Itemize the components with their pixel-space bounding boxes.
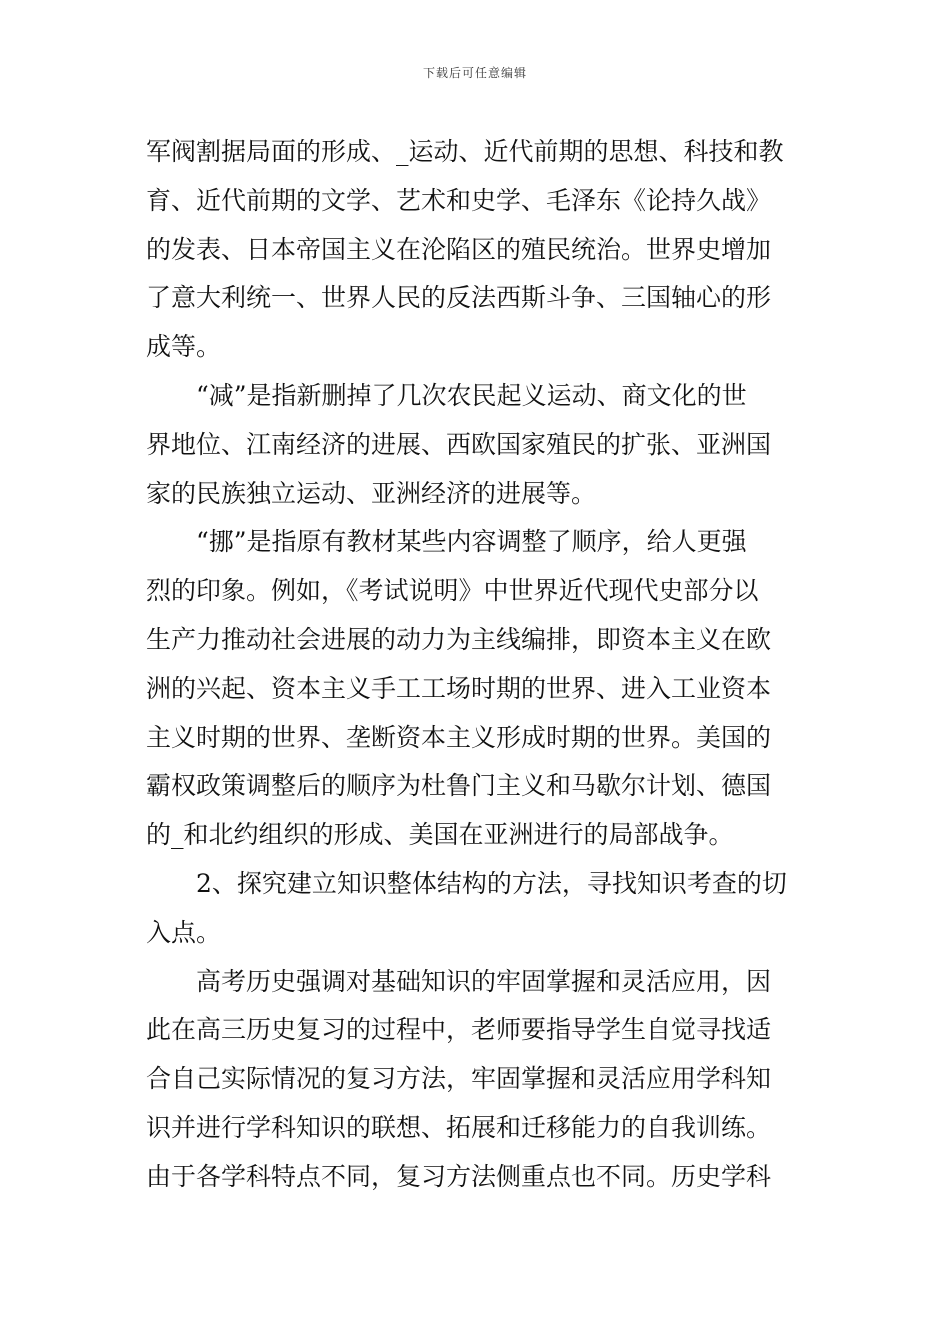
- text-line: 此在高三历史复习的过程中，老师要指导学生自觉寻找适: [146, 1015, 772, 1045]
- text-line: “减”是指新删掉了几次农民起义运动、商文化的世: [196, 380, 747, 410]
- text-line: 2、探究建立知识整体结构的方法，寻找知识考查的切: [196, 868, 787, 898]
- text-line: 高考历史强调对基础知识的牢固掌握和灵活应用，因: [196, 966, 772, 996]
- text-line: 霸权政策调整后的顺序为杜鲁门主义和马歇尔计划、德国: [146, 771, 772, 801]
- text-line: 的_和北约组织的形成、美国在亚洲进行的局部战争。: [146, 820, 734, 850]
- page-header: 下载后可任意编辑: [422, 66, 527, 80]
- text-line: 生产力推动社会进展的动力为主线编排，即资本主义在欧: [146, 624, 772, 654]
- text-line: 入点。: [146, 917, 222, 947]
- text-line: 军阀割据局面的形成、_运动、近代前期的思想、科技和教: [146, 137, 784, 166]
- document-body: [146, 128, 808, 1202]
- text-line: 家的民族独立运动、亚洲经济的进展等。: [146, 478, 597, 508]
- text-line: 合自己实际情况的复习方法，牢固掌握和灵活应用学科知: [146, 1064, 772, 1094]
- text-line: 界地位、江南经济的进展、西欧国家殖民的扩张、亚洲国: [146, 429, 772, 459]
- text-line: 了意大利统一、世界人民的反法西斯斗争、三国轴心的形: [146, 283, 772, 313]
- text-line: 识并进行学科知识的联想、拓展和迁移能力的自我训练。: [146, 1112, 772, 1142]
- text-line: 烈的印象。例如，《考试说明》中世界近代现代史部分以: [146, 576, 759, 606]
- text-line: “挪”是指原有教材某些内容调整了顺序，给人更强: [196, 527, 747, 557]
- text-line: 成等。: [146, 332, 222, 362]
- text-line: 主义时期的世界、垄断资本主义形成时期的世界。美国的: [146, 722, 772, 752]
- text-line: 洲的兴起、资本主义手工工场时期的世界、进入工业资本: [146, 673, 772, 703]
- text-line: 的发表、日本帝国主义在沦陷区的殖民统治。世界史增加: [146, 234, 772, 264]
- text-line: 由于各学科特点不同，复习方法侧重点也不同。历史学科: [146, 1161, 772, 1191]
- text-line: 育、近代前期的文学、艺术和史学、毛泽东《论持久战》: [146, 185, 772, 215]
